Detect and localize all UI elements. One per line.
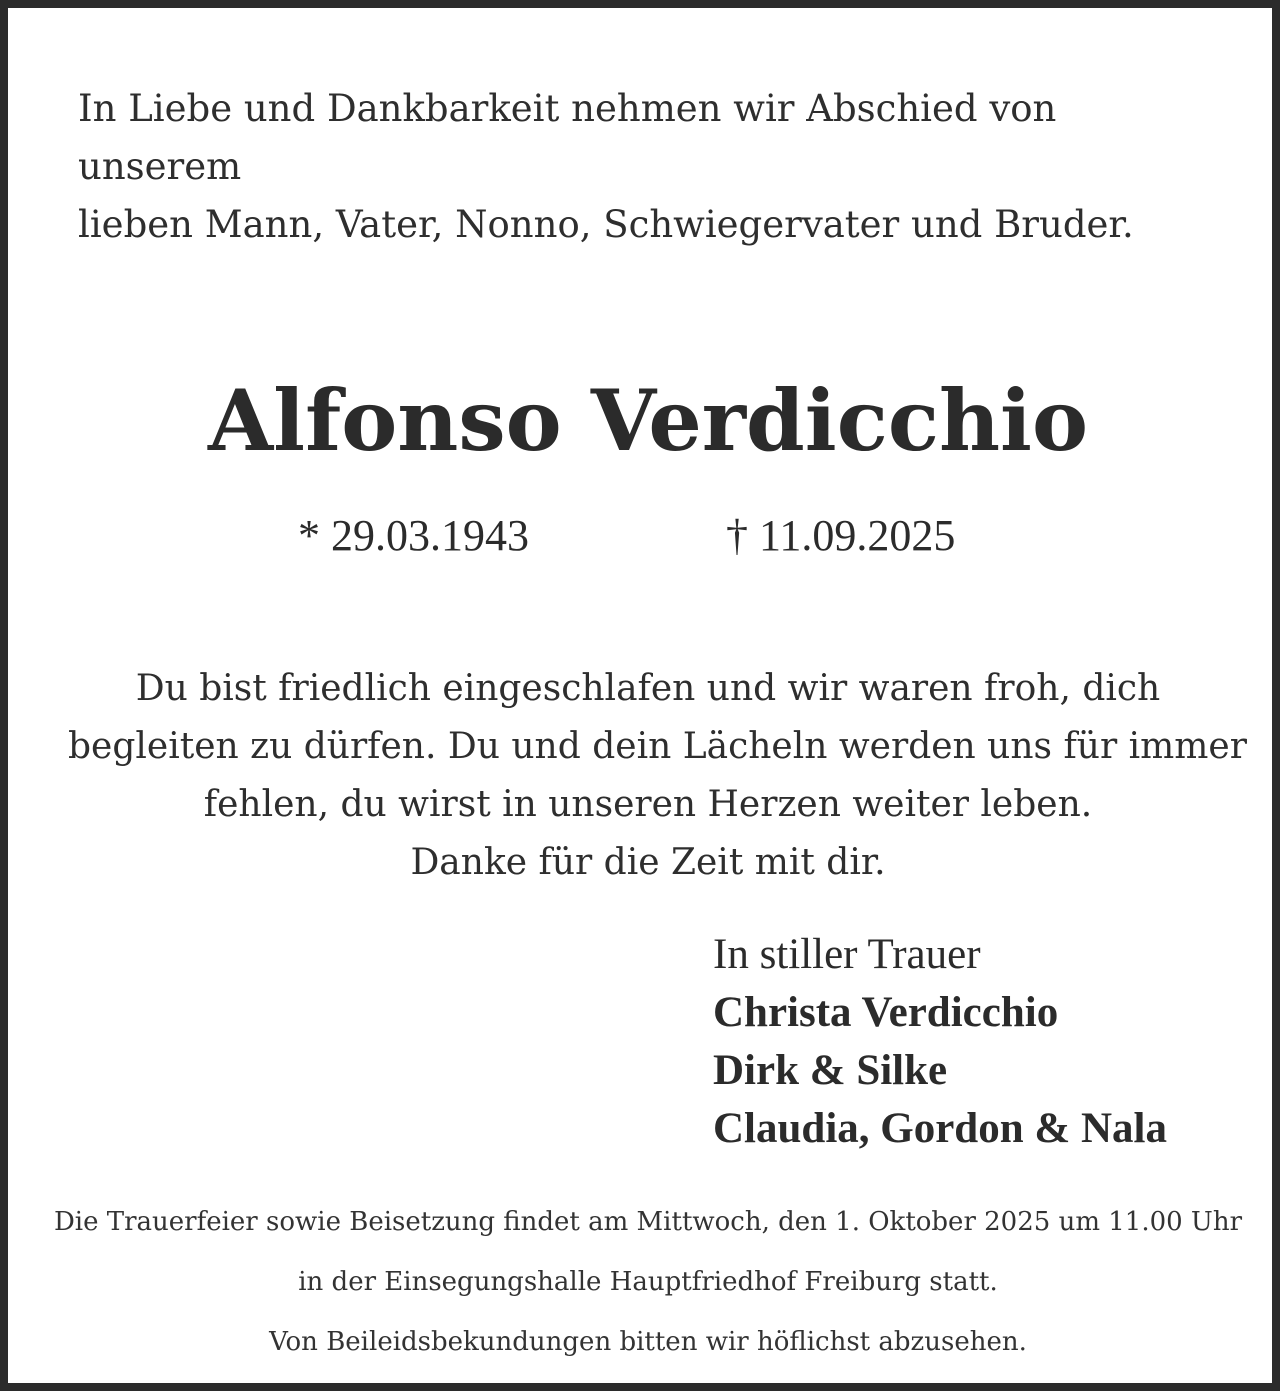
birth-date: * 29.03.1943 — [298, 511, 529, 560]
intro-text — [78, 80, 1228, 254]
death-date: † 11.09.2025 — [726, 511, 956, 560]
verse-line: begleiten zu dürfen. Du und dein Lächeln werden uns für immer — [68, 726, 1247, 767]
mourner-name: Dirk & Silke — [713, 1047, 948, 1094]
intro-line-1: In Liebe und Dankbarkeit nehmen wir Abschied von unserem — [78, 87, 1057, 188]
deceased-name: Alfonso Verdicchio — [208, 371, 1088, 470]
footer-line: Die Trauerfeier sowie Beisetzung findet am Mittwoch, den 1. Oktober 2025 um 11.00 Uhr — [53, 1207, 1243, 1237]
verse-line: Du bist friedlich eingeschlafen und wir waren froh, dich — [135, 668, 1161, 709]
signature-intro: In stiller Trauer — [713, 931, 981, 978]
funeral-details — [48, 1192, 1248, 1372]
memorial-verse — [68, 660, 1247, 892]
verse-line: Danke für die Zeit mit dir. — [410, 842, 886, 883]
life-dates — [8, 508, 1280, 564]
footer-line: Von Beileidsbekundungen bitten wir höflichst abzusehen. — [269, 1327, 1027, 1357]
verse-line: fehlen, du wirst in unseren Herzen weiter leben. — [203, 784, 1093, 825]
footer-line: in der Einsegungshalle Hauptfriedhof Freiburg statt. — [298, 1267, 998, 1297]
mourner-name: Claudia, Gordon & Nala — [713, 1105, 1167, 1152]
mourner-name: Christa Verdicchio — [713, 989, 1059, 1036]
intro-line-2: lieben Mann, Vater, Nonno, Schwiegervater und Bruder. — [78, 203, 1134, 246]
mourners-signature — [713, 926, 1167, 1158]
